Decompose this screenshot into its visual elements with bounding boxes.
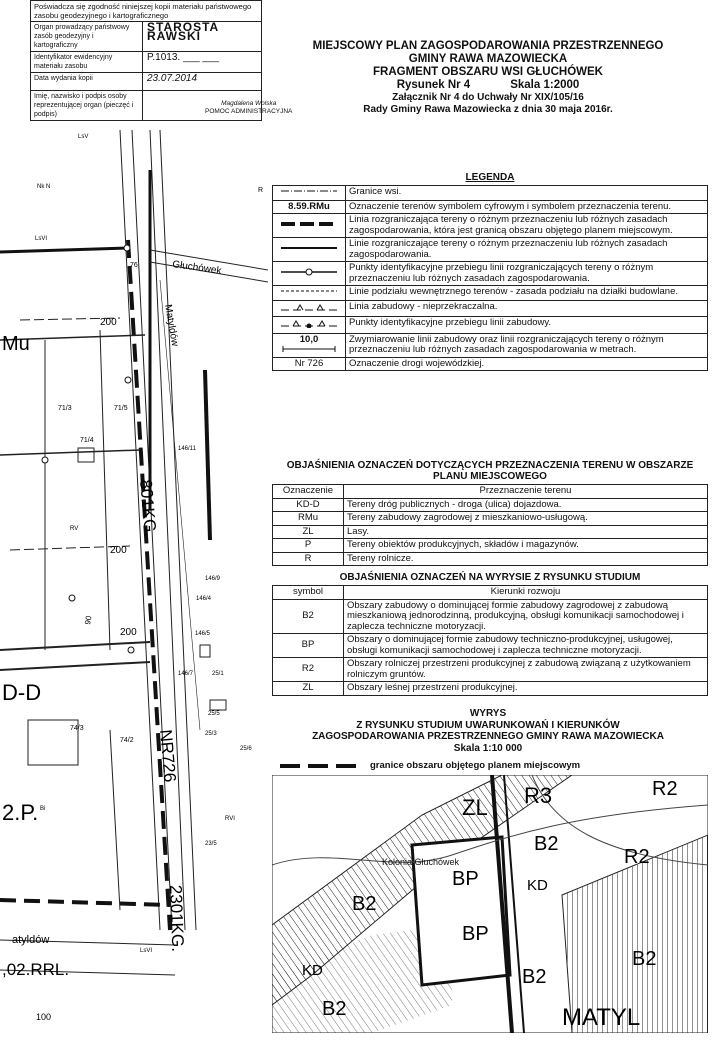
dimension: 200 (120, 627, 137, 638)
village-label: MATYL (562, 1004, 641, 1031)
drawing-info (268, 79, 708, 92)
zone-label: R2 (624, 846, 650, 868)
row-code: R2 (273, 658, 344, 682)
row-code: ZL (273, 682, 344, 696)
zone-label: KD (302, 962, 323, 979)
legend-symbol (273, 238, 346, 262)
stamp-row (31, 52, 261, 73)
building (200, 645, 210, 657)
legend-table (272, 185, 708, 371)
wyrys-legend (280, 760, 580, 771)
row-desc: Obszary leśnej przestrzeni produkcyjnej. (344, 682, 708, 696)
wyrys-line: Z RYSUNKU STUDIUM UWARUNKOWAŃ I KIERUNKÓW (356, 719, 620, 731)
legend-symbol (273, 300, 346, 317)
drawing-number: Rysunek Nr 4 (396, 79, 471, 91)
wyrys-line: ZAGOSPODAROWANIA PRZESTRZENNEGO GMINY RAWA MAZOWIECKA (312, 731, 664, 742)
legend-text: Granice wsi. (346, 186, 708, 201)
road-name: 2301KG. (166, 884, 188, 953)
legend-symbol: Nr 726 (273, 357, 346, 371)
land-class: RVI (225, 816, 235, 822)
title-line: FRAGMENT OBSZARU WSI GŁUCHÓWEK (373, 66, 603, 78)
legend-text: Linie podziału wewnętrznego terenów - zasada podziału na działki budowlane. (346, 286, 708, 301)
boundary-line (0, 662, 150, 670)
land-class: LsV (78, 134, 89, 140)
land-class: Bi (40, 806, 46, 812)
legend-symbol (273, 214, 346, 238)
id-point (69, 595, 75, 601)
attachment-line: Załącznik Nr 4 do Uchwały Nr XIX/105/16 (392, 92, 584, 103)
row-desc: Tereny dróg publicznych - droga (ulica) dojazdowa. (344, 498, 708, 512)
parcel: 25/1 (212, 671, 224, 677)
legend-text: Linia rozgraniczająca tereny o różnym przeznaczeniu lub różnych zasadach zagospodarowania, która jest granicą obszaru objętego planem miejscowym. (346, 214, 708, 238)
stamp-value: 23.07.2014 (147, 73, 198, 84)
parcel: 71/3 (58, 405, 72, 412)
map-label: Matyldów (162, 303, 181, 348)
id-point (42, 457, 48, 463)
stamp-label: Imię, nazwisko i podpis osoby reprezentującej organ (pieczęć i podpis) (31, 91, 143, 120)
stamp-label: Data wydania kopii (31, 73, 143, 90)
legend-text: Zwymiarowanie linii zabudowy oraz linii rozgraniczających tereny o różnym przeznaczeniu lub różnych zasadach zagospodarowania w metrach. (346, 333, 708, 357)
header-desc: Przeznaczenie terenu (344, 485, 708, 499)
dimension-value: 10,0 (299, 333, 319, 345)
table-row (273, 552, 708, 566)
zone-label: ,02.RRL. (2, 960, 70, 979)
boundary-label: granice obszaru objętego planem miejscowym (370, 760, 581, 771)
signature-name: Magdalena Wolska (221, 100, 277, 107)
council-line: Rady Gminy Rawa Mazowiecka z dnia 30 maja 2016r. (363, 104, 613, 115)
land-class: RV (70, 526, 79, 532)
id-point (128, 647, 134, 653)
zone-label: R2 (652, 778, 678, 800)
parcel: 146/7 (178, 671, 194, 677)
row-code: B2 (273, 599, 344, 634)
legend-row (273, 317, 708, 334)
row-code: BP (273, 634, 344, 658)
zone-label: D-D (2, 680, 42, 705)
table-row (273, 658, 708, 682)
parcel: 25/6 (240, 746, 252, 752)
land-class: LsVI (35, 236, 48, 242)
land-class: Nk N (37, 184, 51, 190)
building (210, 700, 226, 710)
table-header (273, 485, 708, 499)
village-label: Kolonia Głuchówek (382, 857, 460, 867)
parcel: 146/4 (196, 596, 212, 602)
explanations-table (272, 484, 708, 566)
road-name: 801KG. (136, 478, 160, 538)
legend-row (273, 333, 708, 357)
parcel: 74/2 (120, 737, 134, 744)
legend-title: LEGENDA (465, 172, 515, 183)
id-point (125, 377, 131, 383)
studium-title: OBJAŚNIENIA OZNACZEŃ NA WYRYSIE Z RYSUNKU STUDIUM (339, 572, 641, 583)
legend-row (273, 357, 708, 371)
legend-row (273, 286, 708, 301)
legend-symbol (273, 317, 346, 334)
dimension: 90 (83, 615, 94, 626)
boundary-line (0, 450, 140, 455)
legend-row (273, 186, 708, 201)
header-desc: Kierunki rozwoju (344, 586, 708, 600)
id-point (124, 245, 130, 251)
legend-text: Linie rozgraniczające tereny o różnym przeznaczeniu lub różnych zasadach zagospodarowania. (346, 238, 708, 262)
title-line: MIEJSCOWY PLAN ZAGOSPODAROWANIA PRZESTRZENNEGO (312, 40, 664, 52)
parcel: 146/11 (178, 446, 196, 452)
parcel: 71/4 (80, 437, 94, 444)
stamp-label: Identyfikator ewidencyjny materiału zasobu (31, 52, 143, 72)
row-desc: Tereny obiektów produkcyjnych, składów i magazynów. (344, 539, 708, 553)
parcel: 76 (130, 262, 138, 269)
plan-map (0, 130, 268, 1064)
zone-label: BP (462, 923, 489, 945)
legend (272, 172, 708, 371)
legend-symbol (273, 286, 346, 301)
zone-label: R3 (524, 783, 553, 808)
row-desc: Obszary zabudowy o dominującej formie zabudowy zagrodowej z zabudową mieszkaniową jednorodzinną, produkcyjną, obsługi komunikacji samochodowej i zaplecza techniczne motoryzacji. (344, 599, 708, 634)
stamp-header: Poświadcza się zgodność niniejszej kopii materiału państwowego zasobu geodezyjnego i kartograficznego (31, 1, 261, 22)
plan-boundary (0, 248, 128, 252)
row-desc: Tereny rolnicze. (344, 552, 708, 566)
wyrys-scale: Skala 1:10 000 (453, 742, 523, 754)
land-class: LsVI (140, 948, 153, 954)
row-code: KD-D (273, 498, 344, 512)
zone-label: 2.P. (2, 800, 39, 825)
parcel: 146/9 (205, 576, 221, 582)
explanations-title: OBJAŚNIENIA OZNACZEŃ DOTYCZĄCYCH PRZEZNACZENIA TERENU W OBSZARZE PLANU MIEJSCOWEGO (286, 460, 694, 482)
stamp-row (31, 22, 261, 52)
dimension: 200 (110, 545, 127, 556)
stamp-row (31, 73, 261, 91)
legend-row (273, 200, 708, 214)
road-name: NR726 (156, 728, 180, 784)
legend-symbol (273, 186, 346, 201)
zone-label: B2 (322, 998, 347, 1020)
table-row (273, 512, 708, 526)
boundary-line (110, 730, 120, 910)
parcel: 74/3 (70, 725, 84, 732)
map-label: Głuchówek (171, 259, 223, 277)
table-row (273, 682, 708, 696)
header-code: Oznaczenie (273, 485, 344, 499)
row-code: P (273, 539, 344, 553)
table-row (273, 539, 708, 553)
legend-row (273, 238, 708, 262)
zone-label: KD (527, 877, 548, 894)
legend-text: Punkty identyfikacyjne przebiegu linii zabudowy. (346, 317, 708, 334)
plan-title (268, 40, 708, 116)
row-code: R (273, 552, 344, 566)
parcel: 146/5 (195, 631, 211, 637)
legend-text: Oznaczenie terenów symbolem cyfrowym i symbolem przeznaczenia terenu. (346, 200, 708, 214)
signature-role: POMOC ADMINISTRACYJNA (205, 108, 293, 115)
zone-label: B2 (522, 966, 547, 988)
legend-row (273, 214, 708, 238)
row-code: ZL (273, 525, 344, 539)
legend-symbol (273, 333, 346, 357)
row-desc: Tereny zabudowy zagrodowej z mieszkaniowo-usługową. (344, 512, 708, 526)
title-line: GMINY RAWA MAZOWIECKA (408, 53, 568, 65)
plan-boundary (0, 900, 170, 905)
row-desc: Lasy. (344, 525, 708, 539)
road-edge (160, 130, 196, 930)
plan-boundary (205, 370, 210, 540)
legend-row (273, 262, 708, 286)
zone-label: BP (452, 868, 479, 890)
legend-text: Linia zabudowy - nieprzekraczalna. (346, 300, 708, 317)
zone-label: ZL (462, 795, 488, 820)
dimension: 100 (36, 1012, 52, 1022)
zone-label: B2 (534, 833, 559, 855)
parcel: 25/5 (208, 711, 220, 717)
dimension: 200 (100, 317, 117, 328)
legend-symbol (273, 262, 346, 286)
studium-map (272, 775, 708, 1033)
building (78, 448, 94, 462)
legend-row (273, 300, 708, 317)
stamp-label: Organ prowadzący państwowy zasób geodezyjny i kartograficzny (31, 22, 143, 51)
table-row (273, 498, 708, 512)
drawing-scale: Skala 1:2000 (510, 79, 580, 91)
row-desc: Obszary rolniczej przestrzeni produkcyjnej z zabudową związaną z użytkowaniem rolniczym gruntów. (344, 658, 708, 682)
studium-table (272, 585, 708, 696)
boundary-symbol (280, 762, 360, 770)
boundary-line (0, 642, 150, 650)
parcel: 71/5 (114, 405, 128, 412)
map-label: atyldów (12, 934, 50, 946)
zone-label: B2 (632, 948, 657, 970)
legend-symbol: 8.59.RMu (273, 200, 346, 214)
parcel: 23/5 (205, 841, 217, 847)
studium-explanations (272, 572, 708, 696)
table-row (273, 599, 708, 634)
zone-label: Mu (2, 333, 30, 355)
table-row (273, 634, 708, 658)
legend-text: Punkty identyfikacyjne przebiegu linii rozgraniczających tereny o różnym przeznaczeniu lub różnych zasadach zagospodarowania. (346, 262, 708, 286)
legend-text: Oznaczenie drogi wojewódzkiej. (346, 357, 708, 371)
boundary-line (100, 330, 110, 650)
wyrys-title (268, 708, 708, 754)
wyrys-line: WYRYS (469, 708, 507, 719)
parcel: 25/3 (205, 731, 217, 737)
header-code: symbol (273, 586, 344, 600)
table-row (273, 525, 708, 539)
row-code: RMu (273, 512, 344, 526)
zone-label: B2 (352, 893, 377, 915)
land-use-explanations (272, 460, 708, 566)
row-desc: Obszary o dominującej formie zabudowy techniczno-produkcyjnej, usługowej, obsługi komunikacji samochodowej i zaplecza techniczne motoryzacji. (344, 634, 708, 658)
stamp-value: P.1013. ___ ___ (147, 52, 220, 63)
stamp-value: STAROSTA RAWSKI (147, 20, 219, 43)
table-header (273, 586, 708, 600)
zone-label: R (258, 187, 264, 194)
